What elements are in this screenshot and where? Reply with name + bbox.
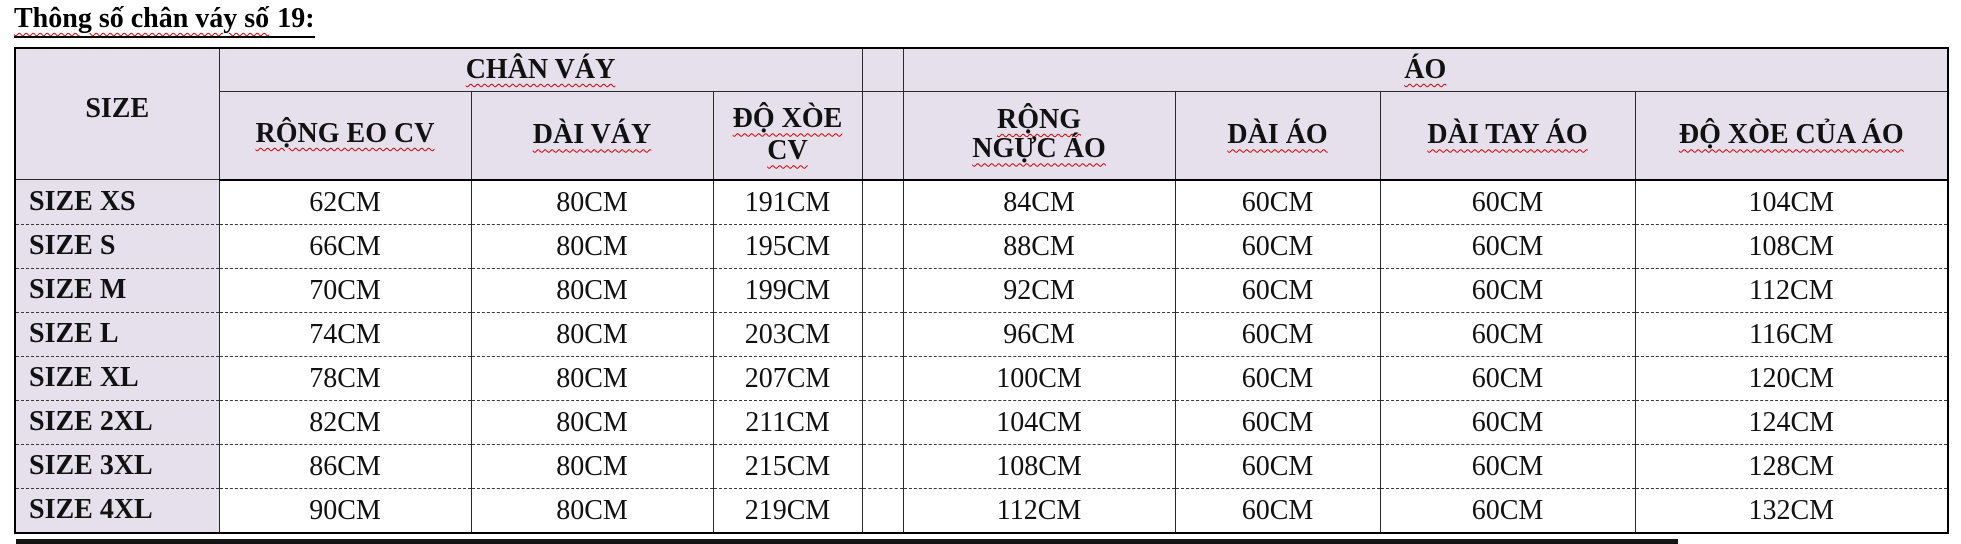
cell-shirt-chest: 92CM — [903, 268, 1175, 312]
column-header-shirt-length-label: DÀI ÁO — [1227, 119, 1328, 151]
cell-shirt-length: 60CM — [1175, 356, 1380, 400]
section-header-skirt-label: CHÂN VÁY — [465, 53, 616, 85]
cell-shirt-length: 60CM — [1175, 312, 1380, 356]
cell-skirt-flare: 191CM — [713, 180, 862, 225]
cell-skirt-length: 80CM — [471, 224, 713, 268]
cell-skirt-flare: 211CM — [713, 400, 862, 444]
cell-shirt-flare: 112CM — [1635, 268, 1948, 312]
size-label: SIZE S — [15, 224, 219, 268]
cell-shirt-chest: 84CM — [903, 180, 1175, 225]
size-label: SIZE 2XL — [15, 400, 219, 444]
cell-skirt-waist: 62CM — [219, 180, 471, 225]
cell-skirt-waist: 78CM — [219, 356, 471, 400]
title-row — [14, 4, 1961, 38]
cell-shirt-chest: 104CM — [903, 400, 1175, 444]
size-label: SIZE XS — [15, 180, 219, 225]
cell-shirt-chest: 112CM — [903, 488, 1175, 533]
column-header-size: SIZE — [15, 48, 219, 180]
column-header-skirt-length — [471, 91, 713, 180]
size-label: SIZE M — [15, 268, 219, 312]
cell-shirt-chest: 100CM — [903, 356, 1175, 400]
size-label: SIZE 4XL — [15, 488, 219, 533]
section-separator — [862, 48, 903, 92]
column-header-shirt-flare-label: ĐỘ XÒE CỦA ÁO — [1678, 119, 1904, 151]
cell-shirt-chest: 108CM — [903, 444, 1175, 488]
table-row-m — [15, 268, 1948, 312]
cell-shirt-flare: 116CM — [1635, 312, 1948, 356]
page-title-number: 19: — [277, 3, 315, 34]
cell-skirt-waist: 86CM — [219, 444, 471, 488]
cell-skirt-waist: 90CM — [219, 488, 471, 533]
cell-shirt-flare: 108CM — [1635, 224, 1948, 268]
table-row-2xl — [15, 400, 1948, 444]
cell-skirt-flare: 219CM — [713, 488, 862, 533]
table-row-l — [15, 312, 1948, 356]
section-separator — [862, 268, 903, 312]
section-separator — [862, 312, 903, 356]
table-row-xs — [15, 180, 1948, 225]
cell-shirt-length: 60CM — [1175, 400, 1380, 444]
column-header-skirt-flare — [713, 91, 862, 180]
column-header-skirt-length-label: DÀI VÁY — [532, 119, 652, 151]
cell-skirt-flare: 207CM — [713, 356, 862, 400]
cell-shirt-sleeve: 60CM — [1380, 356, 1635, 400]
cell-shirt-sleeve: 60CM — [1380, 268, 1635, 312]
section-separator — [862, 400, 903, 444]
cell-shirt-sleeve: 60CM — [1380, 312, 1635, 356]
column-header-shirt-chest-label: RỘNG NGỰC ÁO — [972, 104, 1106, 165]
cell-skirt-waist: 74CM — [219, 312, 471, 356]
document-page — [0, 3, 1961, 527]
cell-shirt-sleeve: 60CM — [1380, 180, 1635, 225]
section-separator — [862, 91, 903, 180]
cell-shirt-flare: 120CM — [1635, 356, 1948, 400]
cell-shirt-chest: 96CM — [903, 312, 1175, 356]
column-header-shirt-sleeve — [1380, 91, 1635, 180]
size-spec-table — [14, 47, 1949, 534]
cell-skirt-waist: 82CM — [219, 400, 471, 444]
section-header-skirt — [219, 48, 862, 92]
table-row-3xl — [15, 444, 1948, 488]
section-separator — [862, 180, 903, 225]
column-header-shirt-flare — [1635, 91, 1948, 180]
column-header-shirt-chest — [903, 91, 1175, 180]
cell-skirt-length: 80CM — [471, 312, 713, 356]
cell-skirt-length: 80CM — [471, 400, 713, 444]
cell-shirt-length: 60CM — [1175, 224, 1380, 268]
column-header-shirt-length — [1175, 91, 1380, 180]
cell-shirt-flare: 104CM — [1635, 180, 1948, 225]
cell-shirt-chest: 88CM — [903, 224, 1175, 268]
size-label: SIZE L — [15, 312, 219, 356]
cell-skirt-flare: 215CM — [713, 444, 862, 488]
cell-skirt-length: 80CM — [471, 268, 713, 312]
column-header-skirt-waist-label: RỘNG EO CV — [255, 117, 435, 149]
cell-shirt-length: 60CM — [1175, 180, 1380, 225]
page-title — [14, 4, 315, 38]
cell-shirt-length: 60CM — [1175, 488, 1380, 533]
column-header-skirt-waist — [219, 91, 471, 180]
cell-skirt-flare: 199CM — [713, 268, 862, 312]
column-header-skirt-flare-label: ĐỘ XÒE CV — [732, 103, 843, 167]
section-separator — [862, 224, 903, 268]
size-label: SIZE 3XL — [15, 444, 219, 488]
page-title-text: Thông số chân váy số — [14, 3, 270, 34]
column-header-row — [15, 91, 1948, 180]
cell-skirt-length: 80CM — [471, 444, 713, 488]
cell-shirt-flare: 128CM — [1635, 444, 1948, 488]
cell-skirt-length: 80CM — [471, 356, 713, 400]
section-separator — [862, 488, 903, 533]
cell-skirt-flare: 195CM — [713, 224, 862, 268]
section-header-shirt — [903, 48, 1948, 92]
cell-skirt-waist: 70CM — [219, 268, 471, 312]
cell-shirt-sleeve: 60CM — [1380, 224, 1635, 268]
section-header-row — [15, 48, 1948, 92]
cell-skirt-length: 80CM — [471, 488, 713, 533]
section-header-shirt-label: ÁO — [1404, 53, 1447, 85]
bottom-rule — [16, 539, 1678, 544]
cell-shirt-length: 60CM — [1175, 444, 1380, 488]
cell-shirt-sleeve: 60CM — [1380, 444, 1635, 488]
cell-shirt-sleeve: 60CM — [1380, 488, 1635, 533]
section-separator — [862, 444, 903, 488]
table-row-xl — [15, 356, 1948, 400]
cell-shirt-flare: 132CM — [1635, 488, 1948, 533]
size-label: SIZE XL — [15, 356, 219, 400]
table-row-s — [15, 224, 1948, 268]
cell-shirt-length: 60CM — [1175, 268, 1380, 312]
table-row-4xl — [15, 488, 1948, 533]
cell-skirt-length: 80CM — [471, 180, 713, 225]
section-separator — [862, 356, 903, 400]
cell-skirt-flare: 203CM — [713, 312, 862, 356]
cell-shirt-sleeve: 60CM — [1380, 400, 1635, 444]
cell-skirt-waist: 66CM — [219, 224, 471, 268]
column-header-shirt-sleeve-label: DÀI TAY ÁO — [1427, 119, 1588, 151]
cell-shirt-flare: 124CM — [1635, 400, 1948, 444]
